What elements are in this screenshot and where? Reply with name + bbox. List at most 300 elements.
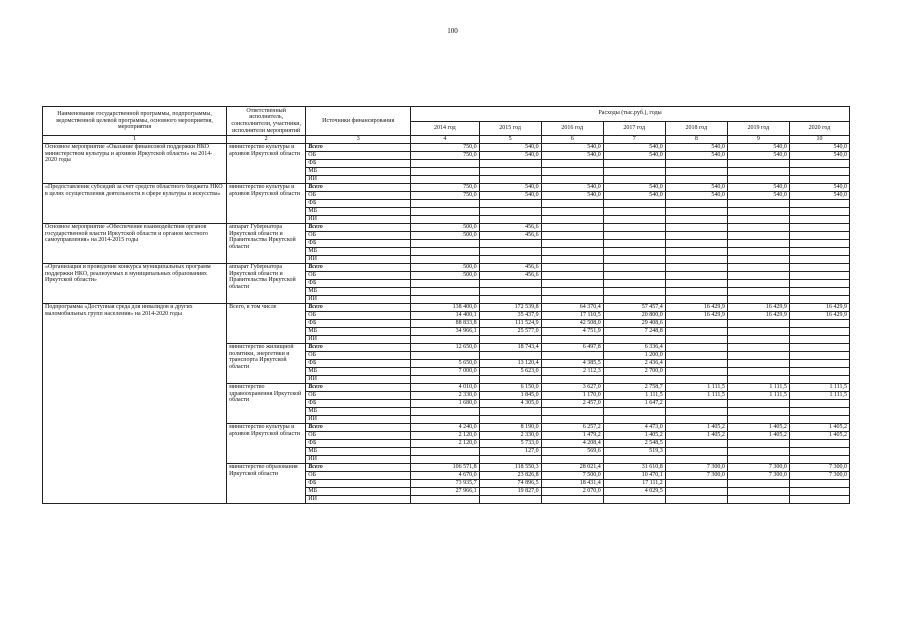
amount-cell: 7 300,0: [665, 464, 727, 472]
amount-cell: 6 150,0: [479, 384, 541, 392]
amount-cell: [727, 280, 789, 288]
amount-cell: [727, 440, 789, 448]
amount-cell: [789, 224, 849, 232]
amount-cell: [727, 344, 789, 352]
amount-cell: 16 429,9: [727, 312, 789, 320]
funding-source: ИИ: [306, 336, 411, 344]
amount-cell: [665, 400, 727, 408]
amount-cell: 64 370,4: [541, 304, 603, 312]
amount-cell: 118 550,3: [479, 464, 541, 472]
amount-cell: 2 548,5: [603, 440, 665, 448]
amount-cell: [665, 160, 727, 168]
funding-source: МБ: [306, 328, 411, 336]
amount-cell: [665, 232, 727, 240]
funding-source: ОБ: [306, 312, 411, 320]
funding-source: Всего: [306, 304, 411, 312]
column-number: 8: [665, 136, 727, 144]
amount-cell: [479, 496, 541, 504]
amount-cell: [479, 296, 541, 304]
amount-cell: [541, 176, 603, 184]
amount-cell: 456,6: [479, 224, 541, 232]
amount-cell: [727, 456, 789, 464]
amount-cell: 456,6: [479, 264, 541, 272]
amount-cell: [789, 408, 849, 416]
amount-cell: [727, 224, 789, 232]
amount-cell: [411, 160, 479, 168]
amount-cell: [665, 288, 727, 296]
amount-cell: [789, 328, 849, 336]
table-row: [43, 264, 850, 272]
amount-cell: 540,0: [665, 152, 727, 160]
amount-cell: [411, 352, 479, 360]
funding-source: ИИ: [306, 256, 411, 264]
amount-cell: [479, 408, 541, 416]
amount-cell: 1 405,2: [789, 432, 849, 440]
amount-cell: [603, 256, 665, 264]
amount-cell: 540,0: [541, 192, 603, 200]
amount-cell: 1 405,2: [603, 432, 665, 440]
amount-cell: 2 436,4: [603, 360, 665, 368]
amount-cell: [479, 160, 541, 168]
executor: аппарат Губернатора Иркутской области и Правительства Иркутской области: [227, 224, 306, 264]
amount-cell: [603, 176, 665, 184]
amount-cell: 8 190,0: [479, 424, 541, 432]
amount-cell: 2 758,7: [603, 384, 665, 392]
amount-cell: [479, 288, 541, 296]
amount-cell: [479, 200, 541, 208]
funding-source: ОБ: [306, 192, 411, 200]
table-row: [43, 184, 850, 192]
funding-source: Всего: [306, 224, 411, 232]
amount-cell: [411, 240, 479, 248]
amount-cell: [603, 288, 665, 296]
funding-source: Всего: [306, 344, 411, 352]
amount-cell: 1 111,5: [665, 384, 727, 392]
amount-cell: 138 400,0: [411, 304, 479, 312]
amount-cell: [603, 280, 665, 288]
amount-cell: [727, 168, 789, 176]
amount-cell: [411, 168, 479, 176]
amount-cell: [603, 264, 665, 272]
funding-source: ФБ: [306, 320, 411, 328]
amount-cell: [789, 352, 849, 360]
amount-cell: 20 800,0: [603, 312, 665, 320]
funding-source: МБ: [306, 368, 411, 376]
amount-cell: 519,3: [603, 448, 665, 456]
amount-cell: [665, 224, 727, 232]
amount-cell: 7 300,0: [789, 472, 849, 480]
amount-cell: 1 111,5: [727, 384, 789, 392]
amount-cell: 1 111,5: [789, 384, 849, 392]
amount-cell: [789, 496, 849, 504]
amount-cell: [727, 288, 789, 296]
amount-cell: [727, 368, 789, 376]
amount-cell: 88 833,8: [411, 320, 479, 328]
amount-cell: 3 627,0: [541, 384, 603, 392]
funding-source: ИИ: [306, 456, 411, 464]
amount-cell: 34 966,1: [411, 328, 479, 336]
amount-cell: [665, 352, 727, 360]
amount-cell: [411, 256, 479, 264]
amount-cell: [603, 272, 665, 280]
amount-cell: [541, 200, 603, 208]
amount-cell: 540,0: [479, 184, 541, 192]
amount-cell: [727, 256, 789, 264]
amount-cell: [789, 272, 849, 280]
amount-cell: [603, 296, 665, 304]
amount-cell: [479, 456, 541, 464]
executor: Всего, в том числе: [227, 304, 306, 344]
amount-cell: [411, 496, 479, 504]
program-name: «Предоставление субсидий за счет средств областного бюджета НКО в целях осуществления деятельности в сфере культуры и искусства»: [43, 184, 227, 224]
amount-cell: [665, 272, 727, 280]
amount-cell: 540,0: [479, 152, 541, 160]
amount-cell: [411, 200, 479, 208]
amount-cell: [665, 240, 727, 248]
amount-cell: 1 680,0: [411, 400, 479, 408]
amount-cell: 540,0: [727, 184, 789, 192]
amount-cell: [665, 216, 727, 224]
amount-cell: [603, 224, 665, 232]
amount-cell: 540,0: [665, 192, 727, 200]
amount-cell: [479, 280, 541, 288]
amount-cell: [665, 408, 727, 416]
amount-cell: 540,0: [789, 152, 849, 160]
amount-cell: 4 010,0: [411, 384, 479, 392]
amount-cell: 18 743,4: [479, 344, 541, 352]
funding-source: МБ: [306, 408, 411, 416]
amount-cell: [789, 480, 849, 488]
amount-cell: [727, 416, 789, 424]
column-number: 4: [411, 136, 479, 144]
amount-cell: [789, 368, 849, 376]
amount-cell: [665, 328, 727, 336]
amount-cell: 2 700,0: [603, 368, 665, 376]
amount-cell: [411, 456, 479, 464]
amount-cell: [789, 416, 849, 424]
amount-cell: [603, 168, 665, 176]
header-executor: Ответственный исполнитель, соисполнители, участники, исполнители мероприятий: [227, 107, 306, 136]
amount-cell: 16 429,9: [665, 304, 727, 312]
amount-cell: [603, 456, 665, 464]
amount-cell: 540,0: [541, 184, 603, 192]
amount-cell: [479, 256, 541, 264]
amount-cell: [727, 480, 789, 488]
amount-cell: [727, 336, 789, 344]
funding-source: МБ: [306, 448, 411, 456]
amount-cell: [665, 456, 727, 464]
amount-cell: [665, 320, 727, 328]
amount-cell: [479, 240, 541, 248]
amount-cell: [665, 280, 727, 288]
amount-cell: [665, 168, 727, 176]
amount-cell: [727, 400, 789, 408]
funding-source: Всего: [306, 264, 411, 272]
funding-source: МБ: [306, 168, 411, 176]
amount-cell: [665, 496, 727, 504]
amount-cell: 500,0: [411, 272, 479, 280]
amount-cell: [789, 256, 849, 264]
amount-cell: 16 429,9: [727, 304, 789, 312]
amount-cell: [541, 216, 603, 224]
program-name: «Организация и проведение конкурса муниципальных программ поддержки НКО, реализуемых в муниципальных образованиях Иркутской области»: [43, 264, 227, 304]
amount-cell: [789, 456, 849, 464]
amount-cell: 4 029,5: [603, 488, 665, 496]
amount-cell: [411, 176, 479, 184]
amount-cell: [541, 296, 603, 304]
executor: министерство жилищной политики, энергетики и транспорта Иркутской области: [227, 344, 306, 384]
amount-cell: 28 021,4: [541, 464, 603, 472]
amount-cell: 1 845,0: [479, 392, 541, 400]
amount-cell: [411, 216, 479, 224]
amount-cell: [411, 336, 479, 344]
amount-cell: [479, 352, 541, 360]
amount-cell: [727, 488, 789, 496]
amount-cell: 2 112,3: [541, 368, 603, 376]
amount-cell: 12 650,0: [411, 344, 479, 352]
amount-cell: [541, 240, 603, 248]
amount-cell: [727, 216, 789, 224]
amount-cell: [789, 168, 849, 176]
amount-cell: 29 408,6: [603, 320, 665, 328]
amount-cell: 2 120,0: [411, 440, 479, 448]
amount-cell: 6 257,2: [541, 424, 603, 432]
column-number: 1: [43, 136, 227, 144]
amount-cell: [479, 336, 541, 344]
amount-cell: [727, 328, 789, 336]
amount-cell: [789, 176, 849, 184]
amount-cell: [411, 376, 479, 384]
amount-cell: 4 385,5: [541, 360, 603, 368]
amount-cell: 17 111,2: [603, 480, 665, 488]
amount-cell: [479, 208, 541, 216]
amount-cell: [727, 376, 789, 384]
amount-cell: 57 457,4: [603, 304, 665, 312]
column-number: 7: [603, 136, 665, 144]
amount-cell: 540,0: [603, 192, 665, 200]
amount-cell: [727, 264, 789, 272]
executor: министерство культуры и архивов Иркутской области: [227, 424, 306, 464]
funding-source: ОБ: [306, 272, 411, 280]
amount-cell: 540,0: [479, 144, 541, 152]
amount-cell: [665, 376, 727, 384]
amount-cell: [541, 208, 603, 216]
funding-source: ФБ: [306, 440, 411, 448]
executor: министерство культуры и архивов Иркутской области: [227, 144, 306, 184]
amount-cell: [727, 448, 789, 456]
amount-cell: [789, 448, 849, 456]
amount-cell: 74 896,5: [479, 480, 541, 488]
amount-cell: 42 508,0: [541, 320, 603, 328]
amount-cell: [541, 272, 603, 280]
amount-cell: [603, 496, 665, 504]
amount-cell: [541, 248, 603, 256]
funding-source: ОБ: [306, 352, 411, 360]
amount-cell: 18 431,4: [541, 480, 603, 488]
amount-cell: [789, 264, 849, 272]
amount-cell: 540,0: [727, 144, 789, 152]
funding-source: ФБ: [306, 400, 411, 408]
amount-cell: 540,0: [541, 152, 603, 160]
amount-cell: 4 670,0: [411, 472, 479, 480]
amount-cell: 1 405,2: [727, 432, 789, 440]
amount-cell: 73 935,7: [411, 480, 479, 488]
amount-cell: [411, 408, 479, 416]
amount-cell: 1 405,2: [665, 424, 727, 432]
amount-cell: [727, 296, 789, 304]
amount-cell: 540,0: [727, 152, 789, 160]
program-name: Основное мероприятие «Обеспечение взаимодействия органов государственной власти Иркутской области и органов местного самоуправления» на 2014-2015 годы: [43, 224, 227, 264]
amount-cell: 6 336,4: [603, 344, 665, 352]
amount-cell: 7 000,0: [411, 368, 479, 376]
amount-cell: [665, 296, 727, 304]
executor: министерство здравоохранения Иркутской области: [227, 384, 306, 424]
amount-cell: 13 120,4: [479, 360, 541, 368]
funding-source: ОБ: [306, 232, 411, 240]
amount-cell: 23 826,8: [479, 472, 541, 480]
funding-source: ИИ: [306, 496, 411, 504]
amount-cell: [727, 232, 789, 240]
amount-cell: 2 330,0: [479, 432, 541, 440]
amount-cell: 31 610,8: [603, 464, 665, 472]
amount-cell: 540,0: [603, 184, 665, 192]
amount-cell: 540,0: [665, 184, 727, 192]
amount-cell: 1 405,2: [665, 432, 727, 440]
amount-cell: 750,0: [411, 144, 479, 152]
page-number: 100: [447, 27, 458, 35]
amount-cell: 456,6: [479, 232, 541, 240]
amount-cell: [789, 360, 849, 368]
amount-cell: [727, 200, 789, 208]
amount-cell: 500,0: [411, 264, 479, 272]
amount-cell: [789, 344, 849, 352]
amount-cell: 540,0: [541, 144, 603, 152]
amount-cell: 7 300,0: [789, 464, 849, 472]
amount-cell: [541, 280, 603, 288]
amount-cell: [665, 200, 727, 208]
amount-cell: [603, 232, 665, 240]
funding-source: ФБ: [306, 280, 411, 288]
amount-cell: [541, 408, 603, 416]
amount-cell: 750,0: [411, 152, 479, 160]
amount-cell: [789, 488, 849, 496]
amount-cell: 1 111,5: [789, 392, 849, 400]
amount-cell: [541, 456, 603, 464]
amount-cell: [665, 176, 727, 184]
amount-cell: [603, 248, 665, 256]
amount-cell: [603, 336, 665, 344]
amount-cell: [541, 336, 603, 344]
header-year: 2020 год: [789, 121, 849, 136]
funding-source: МБ: [306, 248, 411, 256]
amount-cell: 7 300,0: [665, 472, 727, 480]
program-name: Подпрограмма «Доступная среда для инвалидов и других маломобильных групп населения» на 2014-2020 годы: [43, 304, 227, 504]
amount-cell: 2 120,0: [411, 432, 479, 440]
amount-cell: 16 429,9: [665, 312, 727, 320]
column-number: 5: [479, 136, 541, 144]
amount-cell: 7 300,0: [727, 472, 789, 480]
executor: министерство образования Иркутской области: [227, 464, 306, 504]
amount-cell: [479, 376, 541, 384]
amount-cell: 540,0: [603, 144, 665, 152]
amount-cell: [603, 416, 665, 424]
amount-cell: 16 429,9: [789, 304, 849, 312]
amount-cell: [541, 352, 603, 360]
amount-cell: 500,0: [411, 224, 479, 232]
amount-cell: [541, 168, 603, 176]
amount-cell: 35 437,9: [479, 312, 541, 320]
amount-cell: 1 111,5: [727, 392, 789, 400]
funding-source: МБ: [306, 488, 411, 496]
amount-cell: 19 827,0: [479, 488, 541, 496]
column-number: 9: [727, 136, 789, 144]
budget-table: [42, 106, 850, 504]
amount-cell: [479, 416, 541, 424]
amount-cell: 2 330,0: [411, 392, 479, 400]
amount-cell: [789, 400, 849, 408]
amount-cell: 172 539,8: [479, 304, 541, 312]
amount-cell: 1 405,2: [789, 424, 849, 432]
header-year: 2016 год: [541, 121, 603, 136]
amount-cell: 5 650,0: [411, 360, 479, 368]
amount-cell: [789, 376, 849, 384]
executor: министерство культуры и архивов Иркутской области: [227, 184, 306, 224]
funding-source: ИИ: [306, 176, 411, 184]
amount-cell: [541, 256, 603, 264]
amount-cell: 569,6: [541, 448, 603, 456]
amount-cell: [479, 216, 541, 224]
table-row: [43, 144, 850, 152]
amount-cell: 540,0: [789, 192, 849, 200]
amount-cell: [727, 240, 789, 248]
amount-cell: [665, 264, 727, 272]
funding-source: ОБ: [306, 152, 411, 160]
amount-cell: 4 305,0: [479, 400, 541, 408]
amount-cell: [541, 288, 603, 296]
amount-cell: [603, 160, 665, 168]
amount-cell: [789, 240, 849, 248]
amount-cell: [603, 216, 665, 224]
amount-cell: 7 500,0: [541, 472, 603, 480]
header-expenses: Расходы (тыс.руб.), годы: [411, 107, 850, 122]
amount-cell: [479, 168, 541, 176]
column-number: 10: [789, 136, 849, 144]
column-number: 2: [227, 136, 306, 144]
amount-cell: 4 751,9: [541, 328, 603, 336]
amount-cell: [789, 208, 849, 216]
amount-cell: 540,0: [789, 184, 849, 192]
amount-cell: [727, 408, 789, 416]
table-row: [43, 304, 850, 312]
amount-cell: [727, 160, 789, 168]
amount-cell: [541, 416, 603, 424]
amount-cell: 10 470,1: [603, 472, 665, 480]
header-year: 2018 год: [665, 121, 727, 136]
amount-cell: [411, 296, 479, 304]
amount-cell: 16 429,9: [789, 312, 849, 320]
amount-cell: 1 405,2: [727, 424, 789, 432]
amount-cell: [665, 448, 727, 456]
funding-source: Всего: [306, 464, 411, 472]
funding-source: ОБ: [306, 472, 411, 480]
amount-cell: [665, 248, 727, 256]
amount-cell: 14 400,1: [411, 312, 479, 320]
amount-cell: [727, 352, 789, 360]
amount-cell: 111 524,9: [479, 320, 541, 328]
amount-cell: [789, 440, 849, 448]
amount-cell: 1 647,2: [603, 400, 665, 408]
amount-cell: [479, 176, 541, 184]
